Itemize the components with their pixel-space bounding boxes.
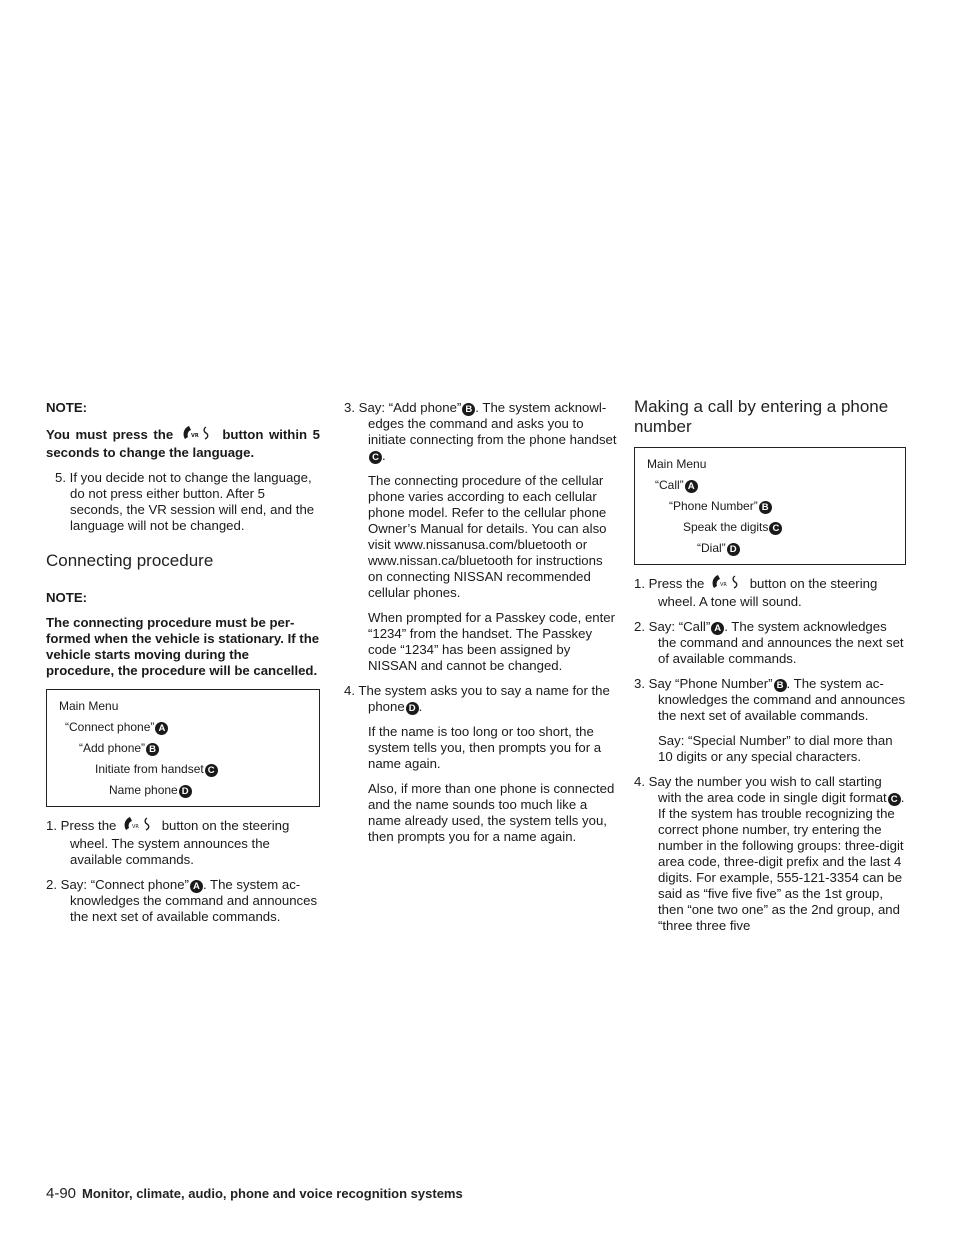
menu-line: “Call” A — [647, 475, 893, 496]
menu-line: “Add phone” B — [59, 738, 307, 759]
marker-a-icon: A — [685, 480, 698, 493]
svg-text:VR: VR — [190, 433, 199, 439]
note-text-2: The connecting procedure must be per- formed when the vehicle is stationary. If the vehicle starts moving during the procedure, the procedure will be cancelled. — [46, 615, 320, 678]
talk-button-icon — [708, 574, 746, 594]
note-text: You must press the VR button within 5 seconds to change the language. — [46, 427, 320, 460]
paragraph: The connecting procedure of the cellular phone varies according to each cellular phone model. Refer to the cellular phone Owner’s Manual for details. You can also visit www.nissanusa.com/bluetooth or www.nissan.ca/bluetooth for instructions on connecting NISSAN recommended cellular phones. — [368, 473, 607, 600]
list-item-5: 5. If you decide not to change the language, do not press either button. After 5 seconds, the VR session will end, and the language will not be changed. — [55, 470, 315, 533]
marker-b-icon: B — [759, 501, 772, 514]
menu-line: Speak the digits C — [647, 517, 893, 538]
menu-line: “Connect phone” A — [59, 717, 307, 738]
svg-text:VR: VR — [720, 582, 727, 588]
step-2: 2. Say: “Call” A . The system acknowledges the command and announces the next set of available commands. — [634, 619, 904, 666]
page-number: 4-90 — [46, 1185, 77, 1202]
marker-a-icon: A — [190, 880, 203, 893]
paragraph: Also, if more than one phone is connected and the name sounds too much like a name already used, the system tells you, then prompts you for a name again. — [368, 781, 615, 844]
menu-line: Main Menu — [647, 457, 707, 471]
section-heading-connecting: Connecting procedure — [46, 551, 214, 570]
menu-tree-connect — [46, 689, 320, 807]
paragraph: When prompted for a Passkey code, enter “1234” from the handset. The Passkey code “1234” has been assigned by NISSAN and cannot be changed. — [368, 610, 616, 673]
paragraph: If the name is too long or too short, the system tells you, then prompts you for a name again. — [368, 724, 602, 771]
marker-b-icon: B — [462, 403, 475, 416]
marker-c-icon: C — [205, 764, 218, 777]
menu-line: “Dial” D — [647, 538, 893, 559]
step-4: 4. The system asks you to say a name for the phone D . — [344, 683, 610, 714]
marker-c-icon: C — [888, 793, 901, 806]
menu-line: “Phone Number” B — [647, 496, 893, 517]
marker-d-icon: D — [727, 543, 740, 556]
marker-c-icon: C — [769, 522, 782, 535]
column-left — [46, 400, 320, 925]
marker-b-icon: B — [774, 679, 787, 692]
step-3: 3. Say “Phone Number” B . The system ac- knowledges the command and announces the next set of available commands. — [634, 676, 906, 723]
menu-line: Main Menu — [59, 699, 119, 713]
marker-d-icon: D — [406, 702, 419, 715]
menu-line: Initiate from handset C — [59, 759, 307, 780]
note-label: NOTE: — [46, 400, 88, 415]
talk-button-icon — [179, 425, 217, 445]
marker-a-icon: A — [711, 622, 724, 635]
step-3: 3. Say: “Add phone” B . The system acknowl- edges the command and asks you to initiate connecting from the phone handsetC . — [344, 400, 617, 463]
column-middle — [344, 400, 620, 845]
page-footer — [46, 1185, 463, 1203]
step-1: 1. Press the VR button on the steering wheel. The system announces the available commands. — [46, 818, 290, 867]
section-heading-making-call: Making a call by entering a phone number — [634, 397, 889, 436]
step-1: 1. Press the VR button on the steering wheel. A tone will sound. — [634, 576, 878, 609]
menu-line: Name phone D — [59, 780, 307, 801]
paragraph: Say: “Special Number” to dial more than 10 digits or any special characters. — [658, 733, 893, 764]
menu-tree-call — [634, 447, 906, 565]
marker-a-icon: A — [155, 722, 168, 735]
talk-button-icon — [120, 816, 158, 836]
note-label-2: NOTE: — [46, 590, 88, 605]
column-right — [634, 397, 906, 934]
section-title: Monitor, climate, audio, phone and voice recognition systems — [82, 1186, 463, 1201]
marker-b-icon: B — [146, 743, 159, 756]
step-2: 2. Say: “Connect phone” A . The system ac- knowledges the command and announces the next set of available commands. — [46, 877, 318, 924]
marker-c-icon: C — [369, 451, 382, 464]
marker-d-icon: D — [179, 785, 192, 798]
step-4: 4. Say the number you wish to call starting with the area code in single digit format C . If the system has trouble recognizing the correct phone number, try entering the number in the following groups: three-digit area code, three-digit prefix and the last 4 digits. For example, 555-121-3354 can be said as “five five five” as the 1st group, then “one two one” as the 2nd group, and “three three five — [634, 774, 905, 933]
svg-text:VR: VR — [132, 824, 139, 830]
